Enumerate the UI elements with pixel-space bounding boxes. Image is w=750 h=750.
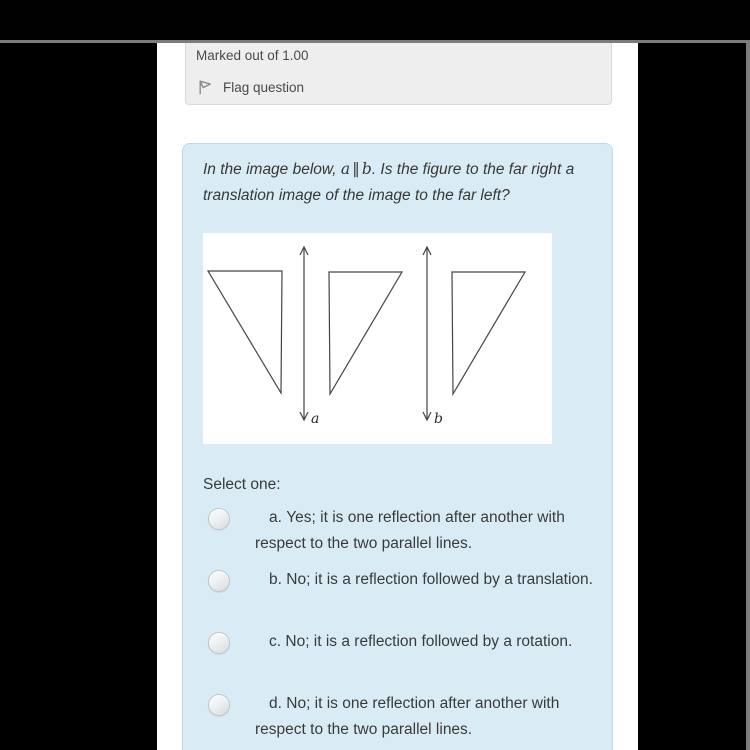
select-one-prompt: Select one: bbox=[203, 476, 281, 493]
triangle-left bbox=[208, 271, 282, 393]
option-d-letter: d. bbox=[269, 695, 282, 712]
line-a-label: a bbox=[311, 411, 320, 427]
option-c-text: No; it is a reflection followed by a rotation. bbox=[285, 633, 573, 650]
option-a-letter: a. bbox=[269, 509, 282, 526]
question-part2: . Is the figure to the far right a translation image of the image to the far left? bbox=[203, 161, 575, 204]
parallel-line-a bbox=[300, 247, 308, 420]
parallel-symbol: ∥ bbox=[352, 160, 360, 178]
radio-option-b[interactable] bbox=[208, 570, 230, 592]
option-b[interactable] bbox=[203, 567, 593, 619]
marked-out-of: Marked out of 1.00 bbox=[196, 48, 309, 63]
parallel-line-b bbox=[423, 247, 431, 420]
option-a-text: Yes; it is one reflection after another with respect to the two parallel lines. bbox=[255, 509, 565, 552]
radio-option-c[interactable] bbox=[208, 632, 230, 654]
math-b: b bbox=[361, 160, 372, 178]
question-figure bbox=[203, 233, 552, 444]
radio-option-a[interactable] bbox=[208, 508, 230, 530]
question-info-box bbox=[185, 43, 612, 105]
answer-options bbox=[203, 505, 593, 743]
option-b-text: No; it is a reflection followed by a translation. bbox=[286, 571, 593, 588]
flag-question[interactable] bbox=[196, 78, 304, 96]
question-part1: In the image below, bbox=[203, 161, 341, 178]
option-d[interactable] bbox=[203, 691, 588, 743]
math-a: a bbox=[340, 160, 351, 178]
top-divider bbox=[0, 40, 750, 43]
option-b-letter: b. bbox=[269, 571, 282, 588]
radio-option-d[interactable] bbox=[208, 694, 230, 716]
option-d-text: No; it is one reflection after another with respect to the two parallel lines. bbox=[255, 695, 560, 738]
question-panel bbox=[182, 143, 613, 750]
option-a[interactable] bbox=[203, 505, 588, 557]
triangle-middle bbox=[329, 272, 402, 394]
question-text bbox=[203, 156, 585, 209]
flag-label: Flag question bbox=[223, 79, 305, 95]
status-bar bbox=[0, 0, 750, 40]
scrollbar-track[interactable] bbox=[746, 43, 750, 750]
option-d-label[interactable] bbox=[255, 691, 611, 743]
page-content bbox=[157, 43, 638, 750]
option-b-label[interactable] bbox=[255, 567, 611, 593]
option-c[interactable] bbox=[203, 629, 588, 681]
triangle-right bbox=[452, 272, 525, 394]
triangles-figure-svg bbox=[203, 233, 552, 444]
flag-icon bbox=[196, 78, 214, 96]
option-a-label[interactable] bbox=[255, 505, 611, 557]
option-c-label[interactable] bbox=[255, 629, 611, 655]
option-c-letter: c. bbox=[269, 633, 282, 650]
line-b-label: b bbox=[434, 411, 443, 427]
